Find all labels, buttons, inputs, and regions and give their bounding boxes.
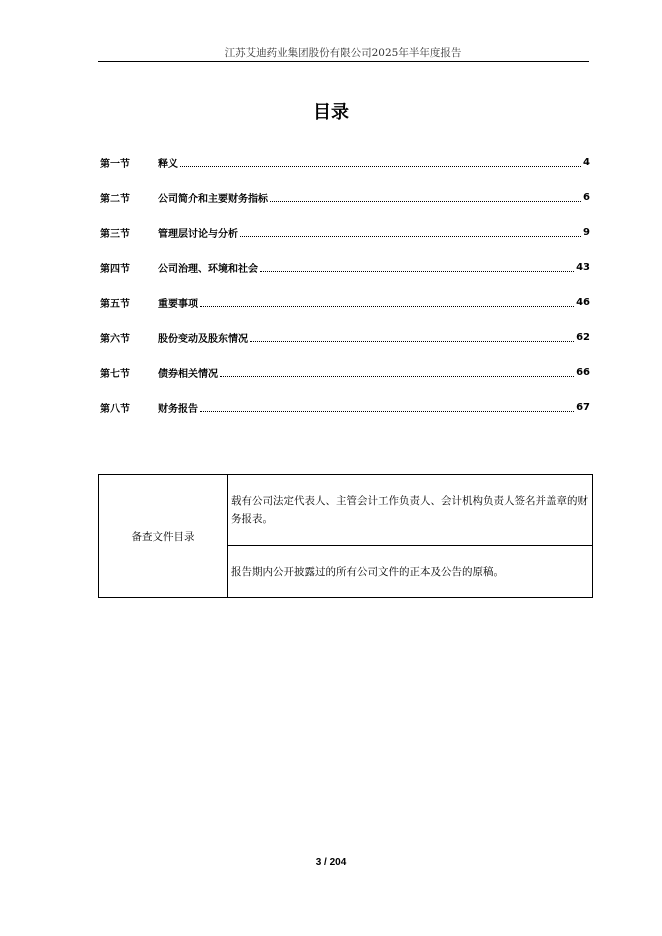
toc-section-title: 债券相关情况	[158, 369, 218, 380]
toc-entry-7[interactable]	[100, 355, 590, 390]
toc-page-number: 4	[583, 157, 590, 168]
toc-section-title: 公司治理、环境和社会	[158, 264, 258, 275]
toc-leader-dots	[200, 411, 574, 412]
toc-leader-dots	[240, 236, 581, 237]
toc-leader-dots	[270, 201, 581, 202]
toc-section-number: 第六节	[100, 334, 130, 345]
toc-leader-dots	[180, 166, 581, 167]
header-divider	[98, 61, 589, 62]
reference-document-item: 报告期内公开披露过的所有公司文件的正本及公告的原稿。	[228, 546, 593, 598]
page-title: 目录	[313, 102, 349, 123]
toc-leader-dots	[200, 306, 574, 307]
toc-section-title: 释义	[158, 159, 178, 170]
toc-section-title: 重要事项	[158, 299, 198, 310]
toc-entry-5[interactable]	[100, 285, 590, 320]
toc-section-title: 股份变动及股东情况	[158, 334, 248, 345]
toc-section-number: 第一节	[100, 159, 130, 170]
toc-section-number: 第五节	[100, 299, 130, 310]
toc-section-title: 管理层讨论与分析	[158, 229, 238, 240]
table-row	[99, 475, 593, 546]
toc-entry-1[interactable]	[100, 145, 590, 180]
toc-section-title: 公司简介和主要财务指标	[158, 194, 268, 205]
toc-section-title: 财务报告	[158, 404, 198, 415]
toc-entry-2[interactable]	[100, 180, 590, 215]
toc-section-number: 第三节	[100, 229, 130, 240]
toc-page-number: 9	[583, 227, 590, 238]
toc-leader-dots	[260, 271, 574, 272]
toc-leader-dots	[220, 376, 574, 377]
toc-section-number: 第七节	[100, 369, 130, 380]
toc-page-number: 6	[583, 192, 590, 203]
toc-section-number: 第四节	[100, 264, 130, 275]
toc-section-number: 第八节	[100, 404, 130, 415]
toc-page-number: 46	[576, 297, 590, 308]
toc-section-number: 第二节	[100, 194, 130, 205]
reference-documents-label: 备查文件目录	[99, 475, 228, 598]
toc-entry-8[interactable]	[100, 390, 590, 425]
table-of-contents	[100, 145, 590, 425]
reference-documents-table	[98, 474, 593, 598]
page-number-indicator: 3 / 204	[315, 857, 347, 868]
toc-entry-6[interactable]	[100, 320, 590, 355]
toc-page-number: 43	[576, 262, 590, 273]
toc-leader-dots	[250, 341, 574, 342]
reference-document-item: 载有公司法定代表人、主管会计工作负责人、会计机构负责人签名并盖章的财务报表。	[228, 475, 593, 546]
toc-page-number: 62	[576, 332, 590, 343]
toc-page-number: 67	[576, 402, 590, 413]
toc-page-number: 66	[576, 367, 590, 378]
toc-entry-3[interactable]	[100, 215, 590, 250]
page-header: 江苏艾迪药业集团股份有限公司2025年半年度报告	[224, 47, 462, 59]
toc-entry-4[interactable]	[100, 250, 590, 285]
